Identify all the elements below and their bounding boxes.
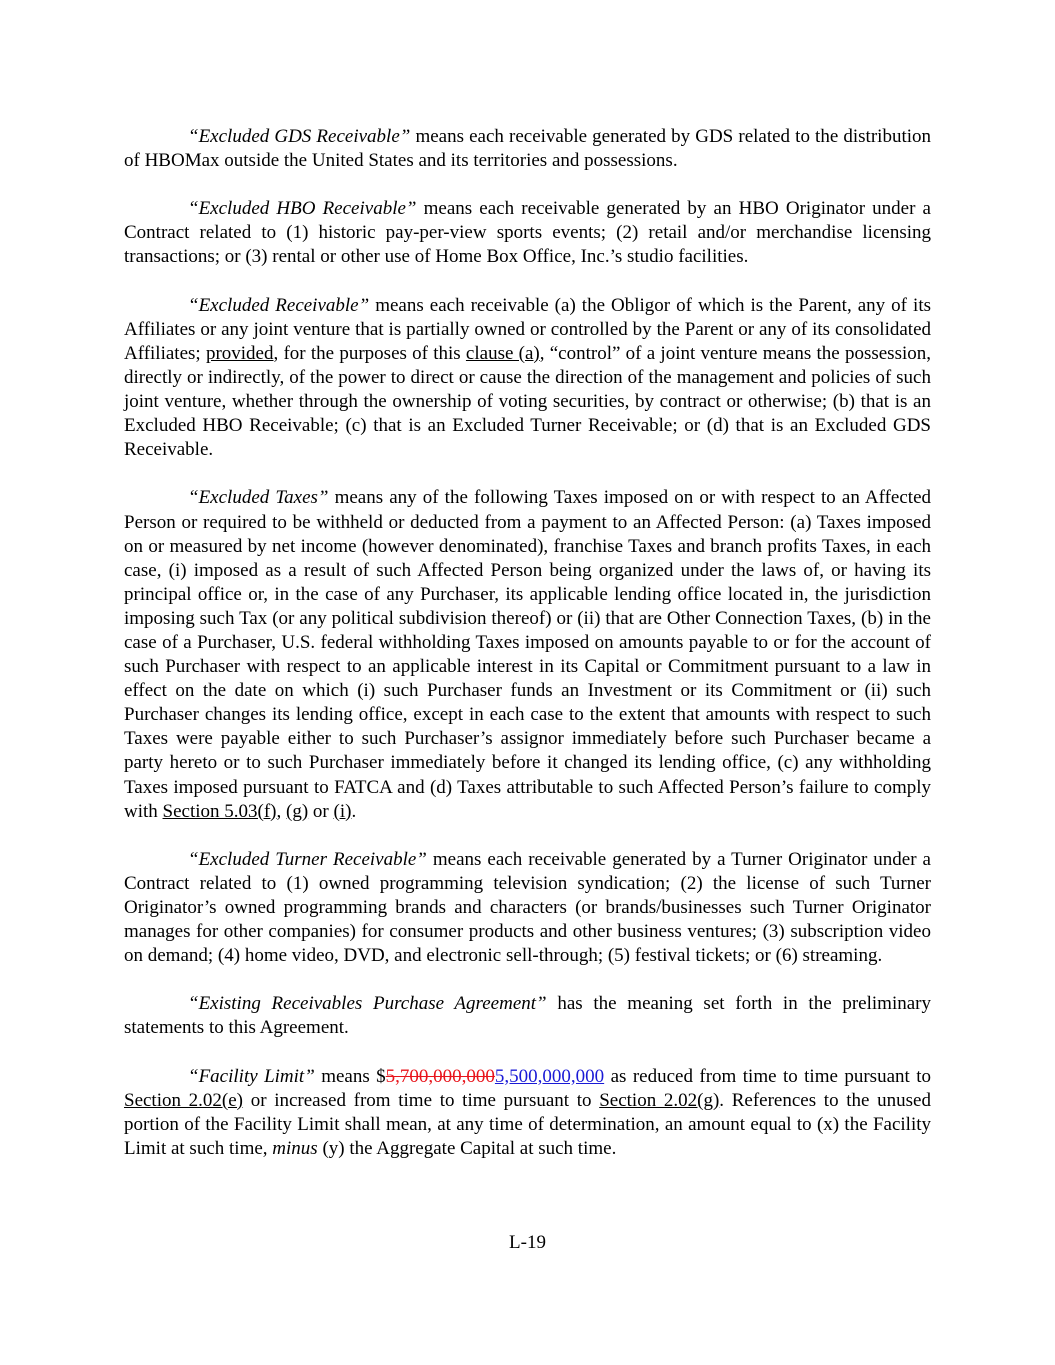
text-run: . References to the unused portion of the Facility Limit shall mean, at any time of determination, an amount equal to (x) the Facility Limit at such time, xyxy=(124,1089,931,1159)
underlined-reference: Section 5.03(f) xyxy=(162,800,277,822)
page-number: L-19 xyxy=(509,1232,546,1253)
underlined-reference: (i) xyxy=(333,800,352,822)
underlined-reference: clause (a) xyxy=(465,342,540,364)
italic-text: “Excluded HBO Receivable” xyxy=(188,198,417,220)
text-run: means each receivable generated by an HBO Originator under a Contract related to (1) historic pay-per-view sports events; (2) retail and/or merchandise licensing transactions; or (3) rental or other use of Home Box Office, Inc.’s studio facilities. xyxy=(124,198,931,268)
text-run: . xyxy=(351,800,357,822)
text-run: means each receivable generated by a Turner Originator under a Contract related to (1) owned programming television syndication; (2) the license of such Turner Originator’s owned programming brands and characters (or brands/businesses such Turner Originator manages for other companies) for consumer products and other business ventures; (3) subscription video on demand; (4) home video, DVD, and electronic sell-through; (5) festival tickets; or (6) streaming. xyxy=(124,848,931,967)
italic-text: “Excluded Taxes” xyxy=(188,487,329,509)
definition-existing-receivables-purchase-agreement xyxy=(124,992,931,1040)
text-run: as reduced from time to time pursuant to xyxy=(604,1065,931,1087)
underlined-reference: Section 2.02(g) xyxy=(599,1089,720,1111)
definition-excluded-taxes xyxy=(124,486,931,823)
underlined-reference: provided xyxy=(205,342,274,364)
definition-excluded-turner-receivable xyxy=(124,848,931,968)
definition-excluded-hbo-receivable xyxy=(124,197,931,269)
text-run: , “control” of a joint venture means the possession, directly or indirectly, of the power to direct or cause the direction of the management and policies of such joint venture, whether through the ownership of voting securities, by contract or otherwise; (b) that is an Excluded HBO Receivable; (c) that is an Excluded Turner Receivable; or (d) that is an Excluded GDS Receivable. xyxy=(124,342,932,461)
italic-text: “Excluded Receivable” xyxy=(188,294,370,316)
document-body xyxy=(124,125,931,1185)
definition-excluded-receivable xyxy=(124,294,931,463)
italic-text: minus xyxy=(272,1137,318,1159)
text-run: means any of the following Taxes imposed on or with respect to an Affected Person or required to be withheld or deducted from a payment to an Affected Person: (a) Taxes imposed on or measured by net income (however denominated), franchise Taxes and branch profits Taxes, in each case, (i) imposed as a result of such Affected Person being organized under the laws of, or having its principal office or, in the case of any Purchaser, its applicable lending office located in, the jurisdiction imposing such Tax (or any political subdivision thereof) or (ii) that are Other Connection Taxes, (b) in the case of a Purchaser, U.S. federal withholding Taxes imposed on amounts payable to or for the account of such Purchaser with respect to an applicable interest in its Capital or Commitment pursuant to a law in effect on the date on which (i) such Purchaser funds an Investment or its Commitment or (ii) such Purchaser changes its lending office, except in each case to the extent that amounts with respect to such Taxes were payable either to such Purchaser’s assignor immediately before such Purchaser became a party hereto or to such Purchaser immediately before it changed its lending office, (c) any withholding Taxes imposed pursuant to FATCA and (d) Taxes attributable to such Affected Person’s failure to comply with xyxy=(124,487,931,822)
definition-excluded-gds-receivable xyxy=(124,125,931,173)
inserted-text: 5,500,000,000 xyxy=(494,1065,605,1087)
text-run: means $ xyxy=(314,1065,386,1087)
text-run: means each receivable (a) the Obligor of which is the Parent, any of its Affiliates or any joint venture that is partially owned or controlled by the Parent or any of its consolidated Affiliates; xyxy=(124,294,931,364)
definition-facility-limit xyxy=(124,1065,931,1161)
text-run: , xyxy=(276,800,287,822)
italic-text: “Existing Receivables Purchase Agreement” xyxy=(188,993,547,1015)
underlined-reference: (g) xyxy=(286,800,309,822)
text-run: or increased from time to time pursuant to xyxy=(243,1089,600,1111)
italic-text: “Excluded GDS Receivable” xyxy=(188,126,411,147)
text-run: or xyxy=(308,800,334,822)
text-run: (y) the Aggregate Capital at such time. xyxy=(317,1137,617,1159)
text-run: has the meaning set forth in the preliminary statements to this Agreement. xyxy=(124,993,931,1039)
deleted-text: 5,700,000,000 xyxy=(385,1065,495,1087)
underlined-reference: Section 2.02(e) xyxy=(124,1089,244,1111)
italic-text: “Excluded Turner Receivable” xyxy=(188,848,427,870)
text-run: , for the purposes of this xyxy=(273,342,466,364)
italic-text: “Facility Limit” xyxy=(188,1065,315,1087)
text-run: means each receivable generated by GDS related to the distribution of HBOMax outside the United States and its territories and possessions. xyxy=(124,126,932,172)
